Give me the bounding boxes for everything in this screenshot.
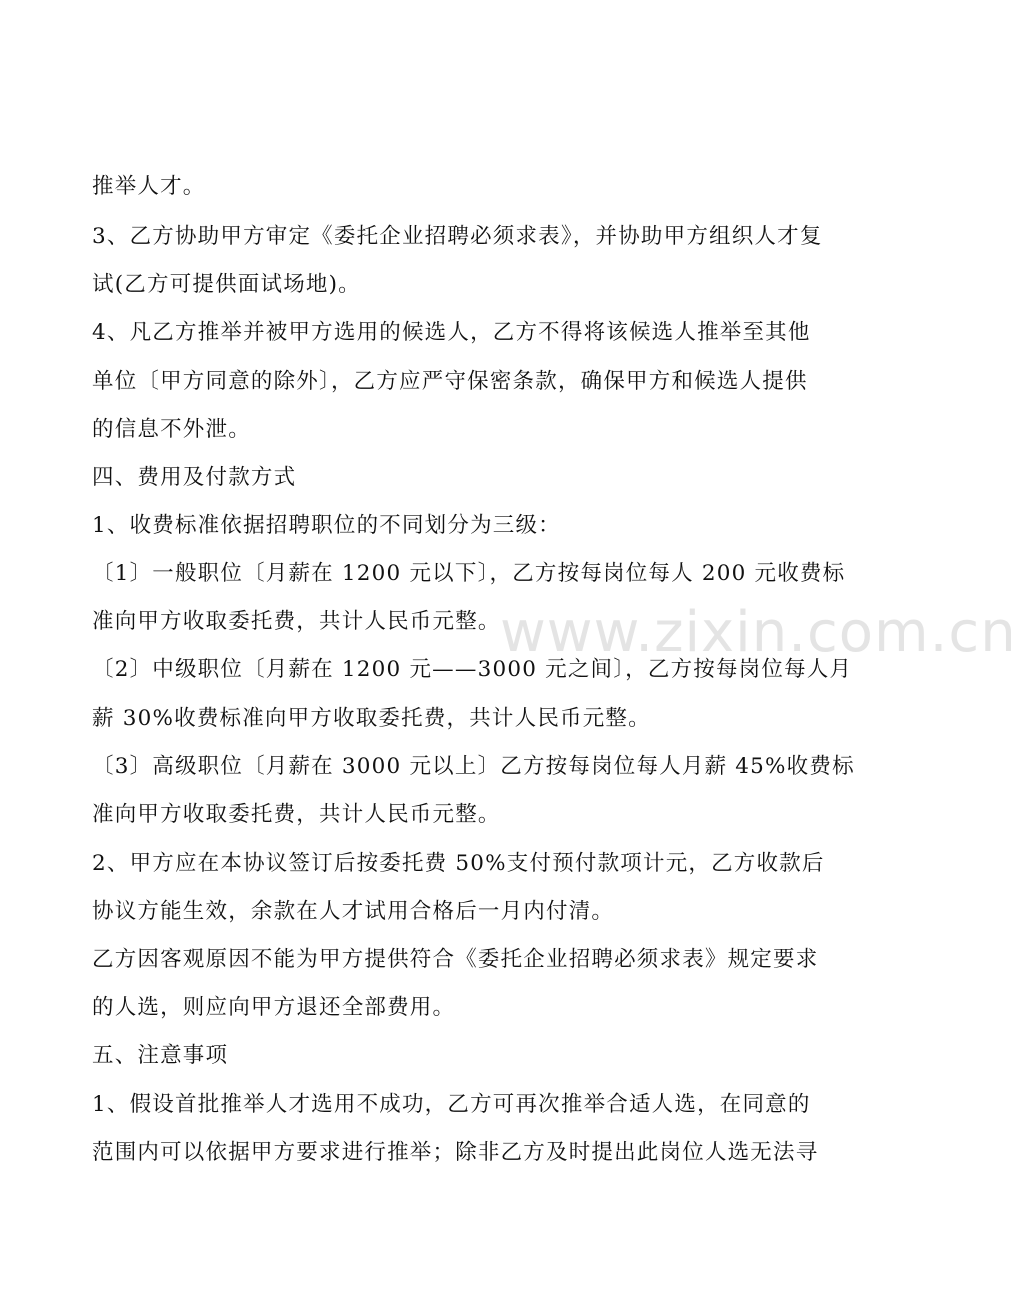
text-line: 3、乙方协助甲方审定《委托企业招聘必须求表》，并协助甲方组织人才复 — [92, 224, 823, 249]
text-line: 〔2〕中级职位〔月薪在 1200 元——3000 元之间〕，乙方按每岗位每人月 — [92, 657, 853, 682]
watermark: www.zixin.com.cn — [500, 600, 1017, 665]
text-line: 单位〔甲方同意的除外〕，乙方应严守保密条款，确保甲方和候选人提供 — [92, 369, 808, 394]
text-line: 的信息不外泄。 — [92, 417, 251, 442]
text-line: 1、假设首批推举人才选用不成功，乙方可再次推举合适人选，在同意的 — [92, 1092, 811, 1117]
text-line: 乙方因客观原因不能为甲方提供符合《委托企业招聘必须求表》规定要求 — [92, 947, 819, 972]
section-heading: 五、注意事项 — [92, 1043, 229, 1068]
text-line: 协议方能生效，余款在人才试用合格后一月内付清。 — [92, 899, 615, 924]
text-line: 2、甲方应在本协议签订后按委托费 50%支付预付款项计元，乙方收款后 — [92, 851, 825, 876]
text-line: 1、收费标准依据招聘职位的不同划分为三级： — [92, 513, 561, 538]
text-line: 〔1〕一般职位〔月薪在 1200 元以下〕，乙方按每岗位每人 200 元收费标 — [92, 561, 846, 586]
text-line: 的人选，则应向甲方退还全部费用。 — [92, 995, 456, 1020]
text-line: 4、凡乙方推举并被甲方选用的候选人，乙方不得将该候选人推举至其他 — [92, 320, 811, 345]
section-heading: 四、费用及付款方式 — [92, 465, 297, 490]
text-line: 〔3〕高级职位〔月薪在 3000 元以上〕乙方按每岗位每人月薪 45%收费标 — [92, 754, 855, 779]
text-line: 薪 30%收费标准向甲方收取委托费，共计人民币元整。 — [92, 706, 651, 731]
text-line: 范围内可以依据甲方要求进行推举；除非乙方及时提出此岗位人选无法寻 — [92, 1140, 819, 1165]
text-line: 试(乙方可提供面试场地)。 — [92, 272, 361, 297]
text-line: 准向甲方收取委托费，共计人民币元整。 — [92, 802, 501, 827]
text-line: 推举人才。 — [92, 174, 206, 199]
text-line: 准向甲方收取委托费，共计人民币元整。 — [92, 609, 501, 634]
